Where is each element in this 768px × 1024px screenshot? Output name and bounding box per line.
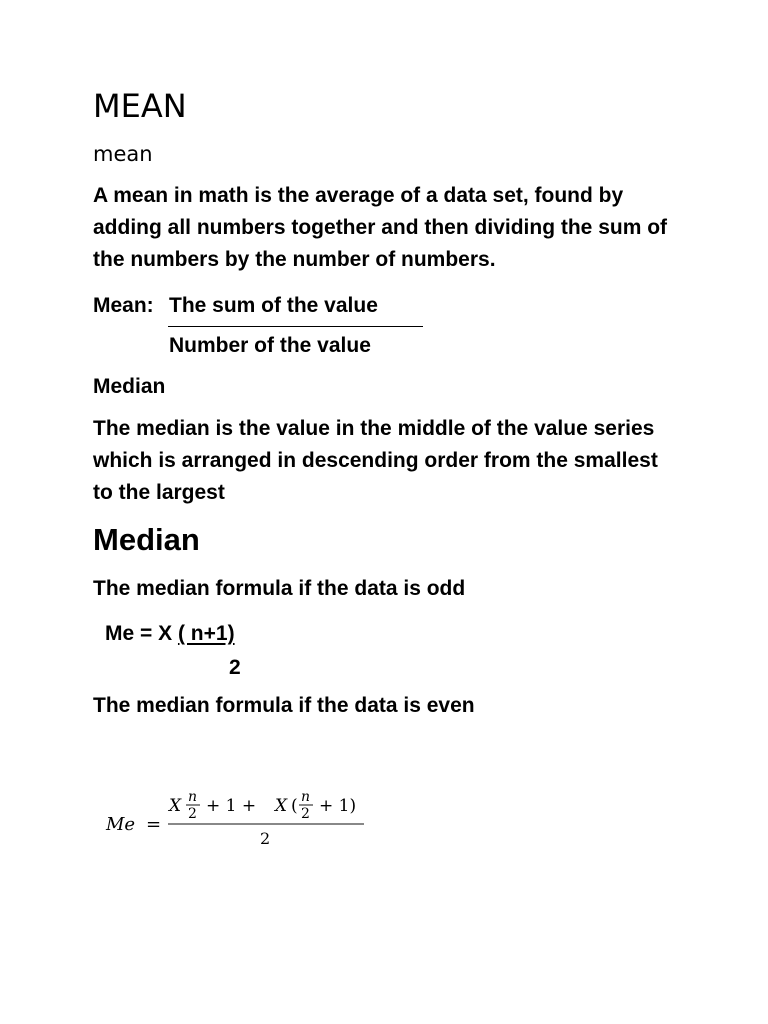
intro-paragraph: A mean in math is the average of a data set, found by adding all numbers together and then dividing the sum of the numbers by the number of numbers. xyxy=(93,184,668,271)
even-formula-n1: n xyxy=(188,789,198,805)
even-formula-d2: 2 xyxy=(301,806,310,822)
even-formula-x1: X xyxy=(169,796,182,816)
odd-formula-subscript: ( n+1) xyxy=(177,622,235,645)
median-heading: Median xyxy=(93,522,200,557)
even-formula-open: ( xyxy=(291,796,298,816)
odd-formula-denominator: 2 xyxy=(229,656,241,679)
even-formula-d1: 2 xyxy=(188,806,197,822)
mean-formula-denominator: Number of the value xyxy=(169,334,371,357)
median-label: Median xyxy=(93,375,166,398)
even-formula-equals: = xyxy=(146,814,162,835)
even-formula-plus1: + 1 + xyxy=(206,796,262,816)
odd-formula xyxy=(105,621,235,647)
even-formula-n2: n xyxy=(301,789,311,805)
page-subtitle: mean xyxy=(93,142,153,166)
page-title: MEAN xyxy=(93,87,187,125)
even-formula-lhs: Me xyxy=(106,814,136,835)
odd-formula-lhs: Me = X xyxy=(105,622,173,645)
odd-formula-label: The median formula if the data is odd xyxy=(93,577,466,600)
mean-fraction-bar xyxy=(168,326,423,327)
even-formula-label: The median formula if the data is even xyxy=(93,694,475,717)
even-formula-x2: X xyxy=(275,796,288,816)
mean-formula-label: Mean: xyxy=(93,294,154,317)
even-formula xyxy=(100,780,380,850)
mean-formula-numerator: The sum of the value xyxy=(169,294,378,317)
median-definition: The median is the value in the middle of the value series which is arranged in descending order from the smallest to the largest xyxy=(93,417,658,504)
even-formula-denominator: 2 xyxy=(260,829,271,848)
even-formula-plus2: + 1) xyxy=(319,796,357,816)
